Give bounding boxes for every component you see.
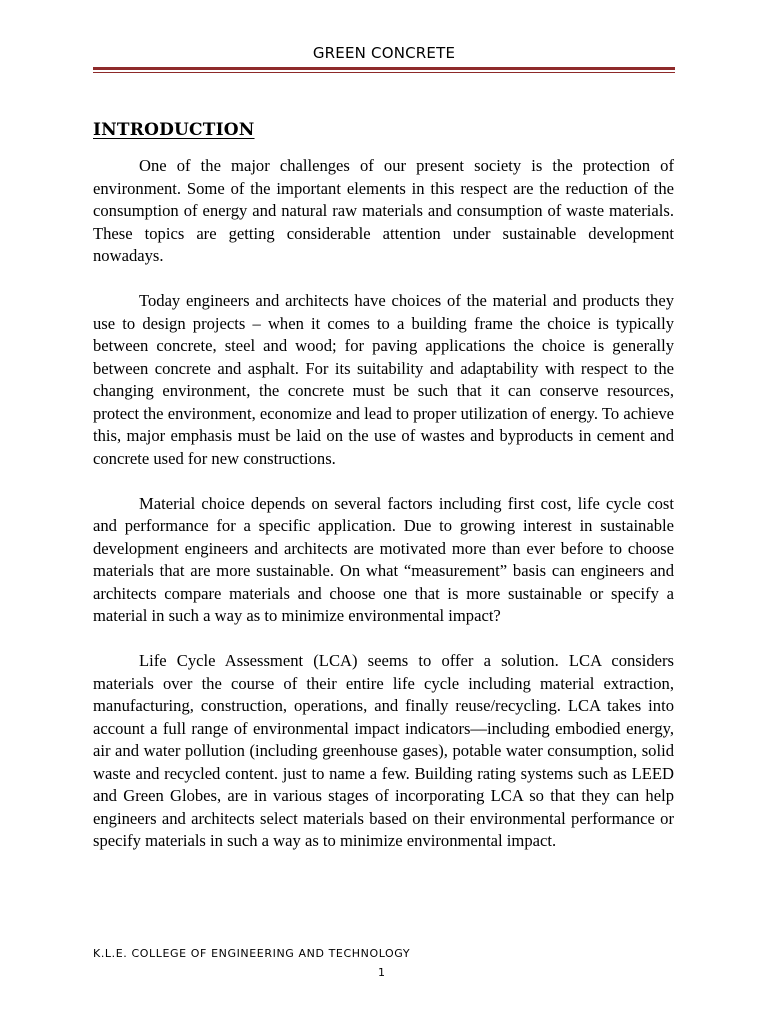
page-number: 1 [378, 966, 385, 979]
paragraph-1: One of the major challenges of our present society is the protection of environment. Some of the important elements in this respect are the reduction of the consumption of energy and natural raw materials and consumption of waste materials. These topics are getting considerable attention under sustainable development nowadays. [93, 156, 674, 265]
running-header-title: GREEN CONCRETE [312, 44, 456, 62]
footer-institution: K.L.E. COLLEGE OF ENGINEERING AND TECHNOLOGY [93, 947, 411, 960]
section-heading: INTRODUCTION [93, 120, 255, 140]
header-divider-thick-line [93, 67, 675, 70]
paragraph-3: Material choice depends on several factors including first cost, life cycle cost and performance for a specific application. Due to growing interest in sustainable development engineers and architects are motivated more than ever before to choose materials that are more sustainable. On what “measurement” basis can engineers and architects compare materials and choose one that is more sustainable or specify a material in such a way as to minimize environmental impact? [93, 493, 674, 625]
body-text [93, 155, 674, 875]
paragraph-2: Today engineers and architects have choices of the material and products they use to design projects – when it comes to a building frame the choice is typically between concrete, steel and wood; for paving applications the choice is generally between concrete and asphalt. For its suitability and adaptability with respect to the changing environment, the concrete must be such that it can conserve resources, protect the environment, economize and lead to proper utilization of energy. To achieve this, major emphasis must be laid on the use of wastes and byproducts in cement and concrete used for new constructions. [93, 291, 674, 468]
header-divider-thin-line [93, 72, 675, 73]
paragraph-4: Life Cycle Assessment (LCA) seems to offer a solution. LCA considers materials over the course of their entire life cycle including material extraction, manufacturing, construction, operations, and finally reuse/recycling. LCA takes into account a full range of environmental impact indicators—including embodied energy, air and water pollution (including greenhouse gases), potable water consumption, solid waste and recycled content. just to name a few. Building rating systems such as LEED and Green Globes, are in various stages of incorporating LCA so that they can help engineers and architects select materials based on their environmental performance or specify materials in such a way as to minimize environmental impact. [93, 651, 674, 850]
